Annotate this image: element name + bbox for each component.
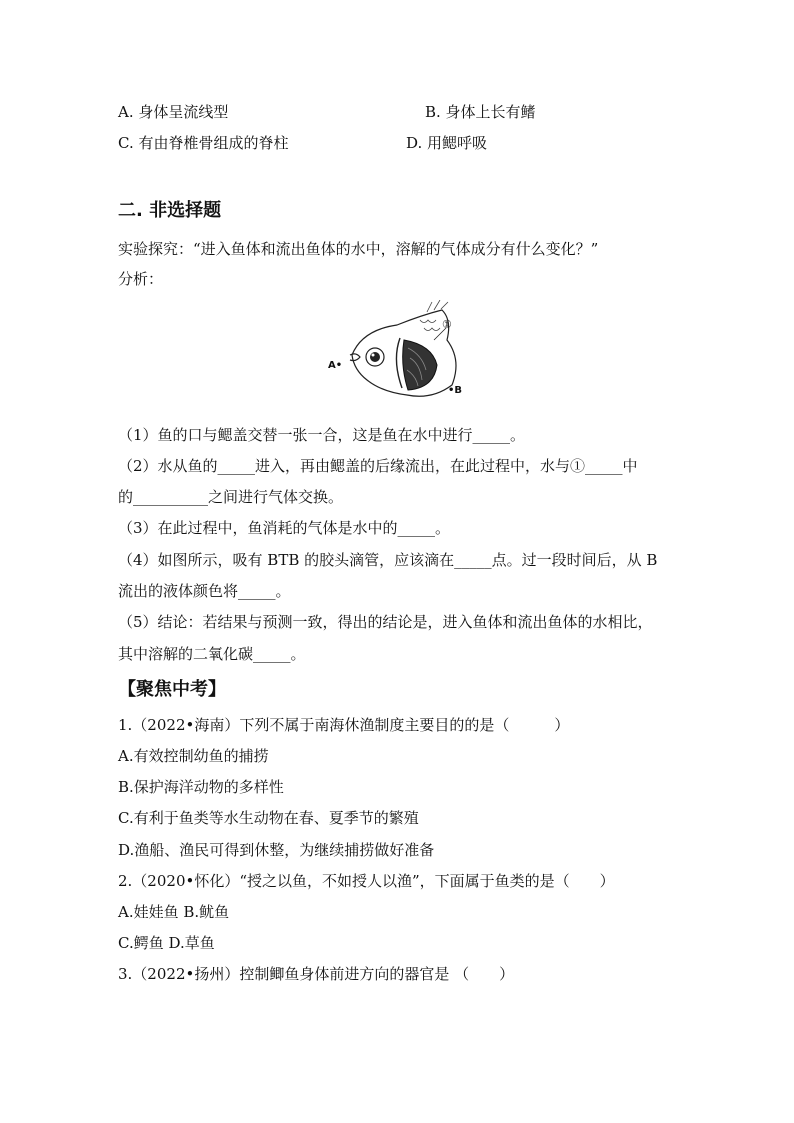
focus-question-1-option-d: D.渔船、渔民可得到休整，为继续捕捞做好准备 xyxy=(118,841,435,859)
question-5-line-1: （5）结论：若结果与预测一致，得出的结论是，进入鱼体和流出鱼体的水相比， xyxy=(118,613,653,631)
option-a: A. 身体呈流线型 xyxy=(118,103,229,121)
option-d: D. 用鳃呼吸 xyxy=(406,134,488,152)
experiment-intro: 实验探究：“进入鱼体和流出鱼体的水中，溶解的气体成分有什么变化？” xyxy=(118,240,599,258)
figure-label-b: •B xyxy=(448,385,463,396)
focus-question-1: 1.（2022•海南）下列不属于南海休渔制度主要目的的是（ ） xyxy=(118,716,570,734)
figure-label-1: ① xyxy=(442,318,452,331)
focus-heading: 【聚焦中考】 xyxy=(118,679,226,700)
question-5-line-2: 其中溶解的二氧化碳_____。 xyxy=(118,645,306,663)
focus-question-1-option-c: C.有利于鱼类等水生动物在春、夏季节的繁殖 xyxy=(118,809,419,827)
section-heading-nonchoice: 二. 非选择题 xyxy=(118,200,222,221)
question-1: （1）鱼的口与鳃盖交替一张一合，这是鱼在水中进行_____。 xyxy=(118,426,526,444)
focus-question-2-options-ab: A.娃娃鱼 B.鱿鱼 xyxy=(118,903,230,921)
focus-question-2-options-cd: C.鳄鱼 D.草鱼 xyxy=(118,934,215,952)
analysis-label: 分析： xyxy=(118,270,164,288)
fish-gill-figure xyxy=(322,300,472,410)
option-b: B. 身体上长有鳍 xyxy=(425,103,536,121)
question-2-line-1: （2）水从鱼的_____进入，再由鳃盖的后缘流出，在此过程中，水与①_____中 xyxy=(118,457,638,475)
focus-question-1-option-b: B.保护海洋动物的多样性 xyxy=(118,778,284,796)
figure-label-a: A• xyxy=(328,360,343,371)
question-2-line-2: 的__________之间进行气体交换。 xyxy=(118,488,344,506)
option-c: C. 有由脊椎骨组成的脊柱 xyxy=(118,134,289,152)
question-4-line-1: （4）如图所示，吸有 BTB 的胶头滴管，应该滴在_____点。过一段时间后，从 B xyxy=(118,551,658,569)
focus-question-2: 2.（2020•怀化）“授之以鱼，不如授人以渔”，下面属于鱼类的是（ ） xyxy=(118,872,615,890)
question-4-line-2: 流出的液体颜色将_____。 xyxy=(118,582,291,600)
focus-question-3: 3.（2022•扬州）控制鲫鱼身体前进方向的器官是 （ ） xyxy=(118,965,515,983)
question-3: （3）在此过程中，鱼消耗的气体是水中的_____。 xyxy=(118,519,451,537)
focus-question-1-option-a: A.有效控制幼鱼的捕捞 xyxy=(118,747,269,765)
